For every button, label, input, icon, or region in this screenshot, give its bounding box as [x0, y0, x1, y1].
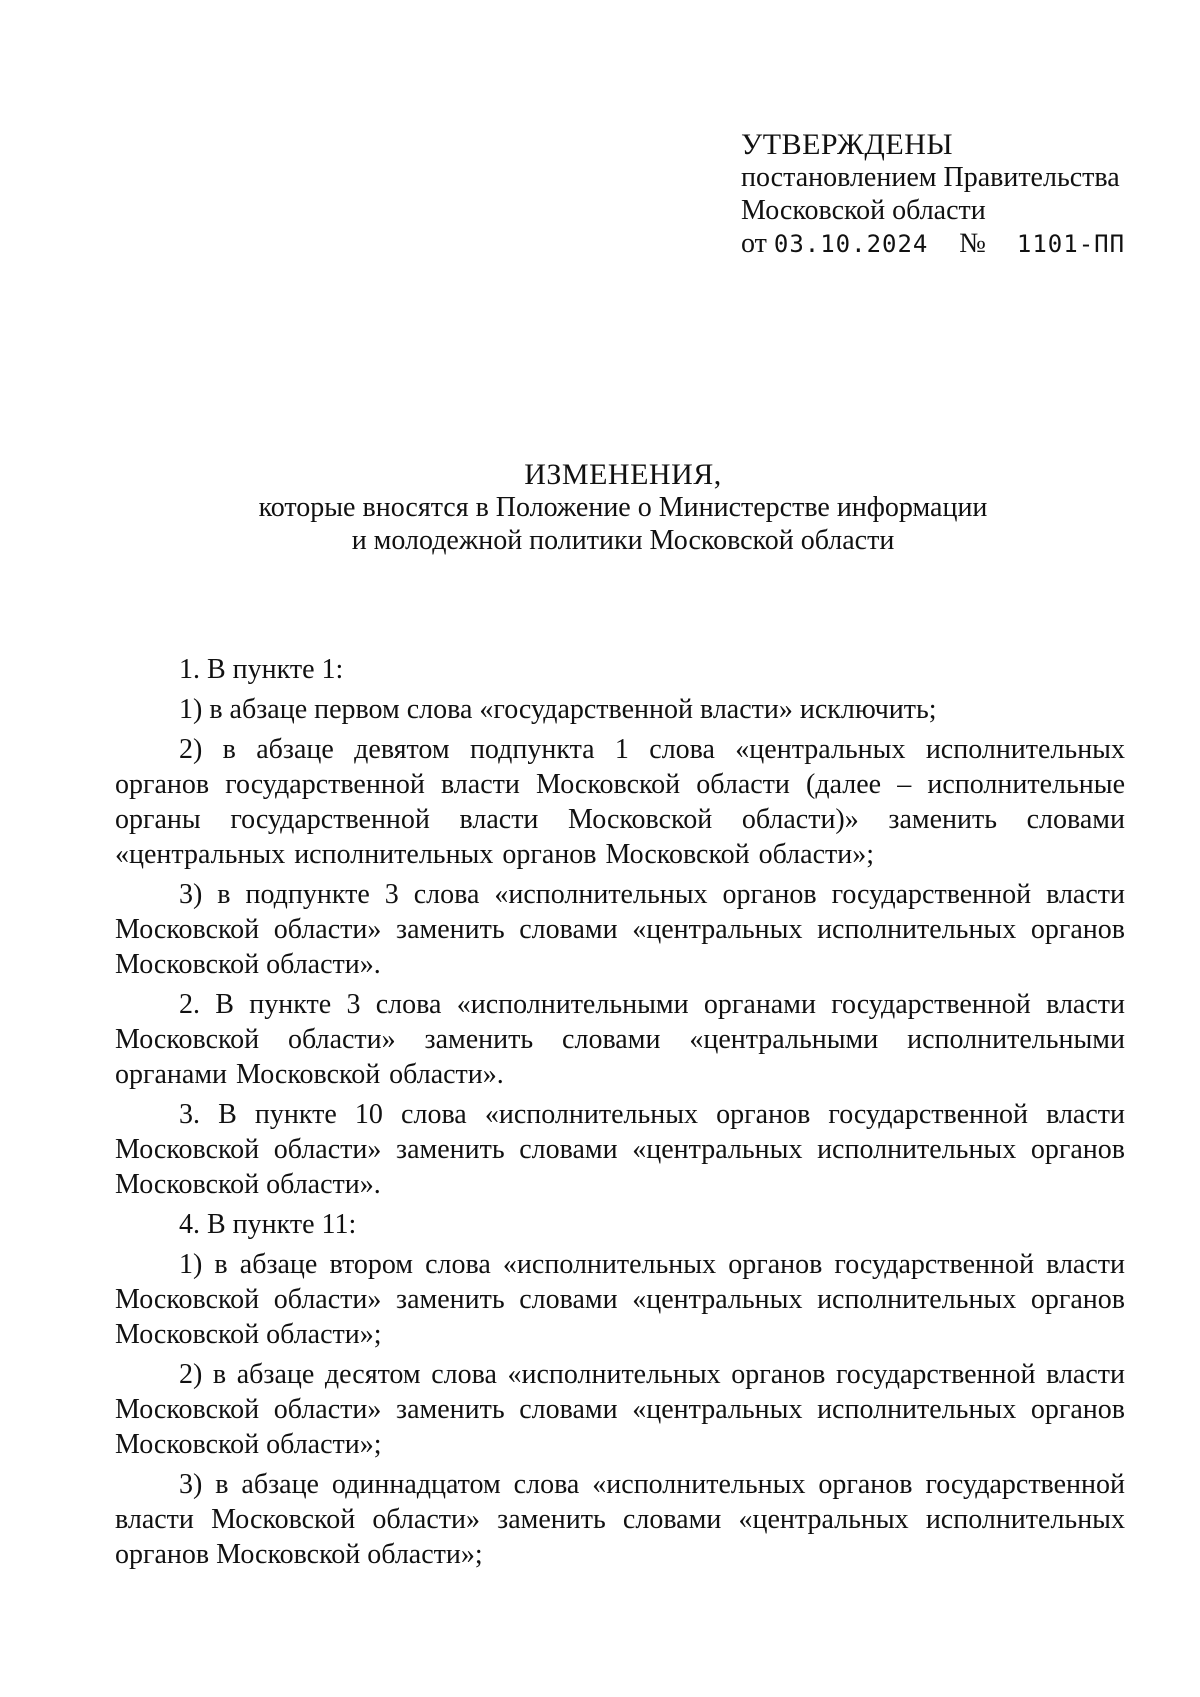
paragraph-item-2: 2. В пункте 3 слова «исполнительными органами государственной власти Московской области» заменить словами «центральными исполнительными органами Московской области». — [115, 989, 1125, 1090]
heading-title: ИЗМЕНЕНИЯ, — [524, 458, 722, 491]
approval-number-sign: № — [959, 228, 986, 259]
document-body — [115, 652, 1125, 1577]
approval-date-line — [741, 227, 1125, 261]
paragraph-subitem-1-3: 3) в подпункте 3 слова «исполнительных органов государственной власти Московской области» заменить словами «центральных исполнительных органов Московской области». — [115, 879, 1125, 980]
approval-date-prefix: от — [741, 228, 774, 259]
paragraph-item-3: 3. В пункте 10 слова «исполнительных органов государственной власти Московской области» заменить словами «центральных исполнительных органов Московской области». — [115, 1099, 1125, 1200]
approval-line-1: постановлением Правительства — [741, 162, 1120, 193]
heading-line-1: которые вносятся в Положение о Министерстве информации — [258, 492, 988, 523]
paragraph-item-1: 1. В пункте 1: — [179, 654, 344, 685]
approval-stamp-block — [741, 128, 1125, 261]
approval-line-2: Московской области — [741, 195, 986, 226]
document-heading — [0, 458, 1200, 557]
approval-title: УТВЕРЖДЕНЫ — [741, 128, 954, 161]
paragraph-subitem-4-3: 3) в абзаце одиннадцатом слова «исполнительных органов государственной власти Московской области» заменить словами «центральных исполнительных органов Московской области»; — [115, 1469, 1125, 1570]
approval-number: 1101-ПП — [1016, 230, 1126, 258]
heading-line-2: и молодежной политики Московской области — [351, 525, 895, 556]
paragraph-subitem-4-1: 1) в абзаце втором слова «исполнительных органов государственной власти Московской области» заменить словами «центральных исполнительных органов Московской области»; — [115, 1249, 1125, 1350]
paragraph-subitem-4-2: 2) в абзаце десятом слова «исполнительных органов государственной власти Московской области» заменить словами «центральных исполнительных органов Московской области»; — [115, 1359, 1125, 1460]
paragraph-subitem-1-1: 1) в абзаце первом слова «государственной власти» исключить; — [179, 694, 937, 725]
approval-date: 03.10.2024 — [773, 230, 929, 258]
paragraph-item-4: 4. В пункте 11: — [179, 1209, 357, 1240]
paragraph-subitem-1-2: 2) в абзаце девятом подпункта 1 слова «центральных исполнительных органов государственной власти Московской области (далее – исполнительные органы государственной власти Московской области)» заменить словами «центральных исполнительных органов Московской области»; — [115, 734, 1125, 870]
